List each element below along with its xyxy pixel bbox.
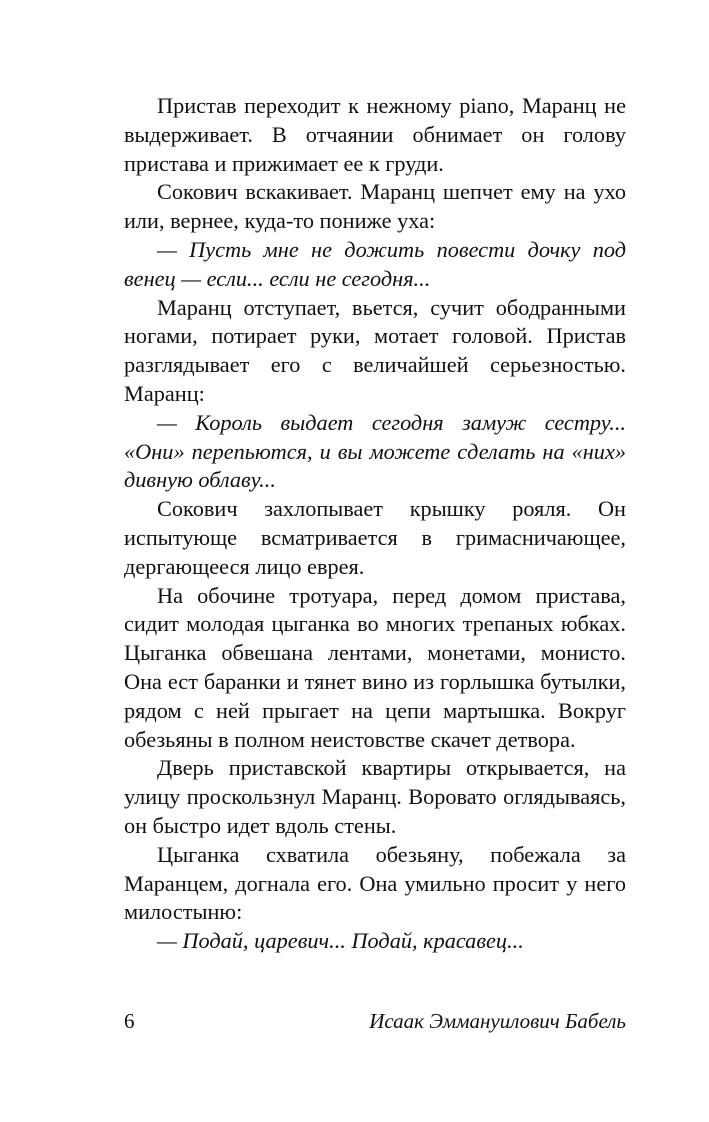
paragraph-2: Сокович вскакивает. Маранц шепчет ему на ухо или, вернее, куда-то пониже уха: [124,179,626,234]
dialogue-line-2: — Король выдает сегодня замуж сестру... «Они» перепьются, и вы можете сделать на «них» дивную облаву... [124,409,626,493]
page-text [124,92,626,956]
paragraph-7: Цыганка схватила обезьяну, побежала за Маранцем, догнала его. Она умильно просит у него милостыню: [124,841,626,925]
paragraph-6: Дверь приставской квартиры открывается, на улицу проскользнул Маранц. Воровато оглядываясь, он быстро идет вдоль стены. [124,755,626,838]
dialogue-line-1: — Пусть мне не дожить повести дочку под венец — если... если не сегодня... [124,236,626,291]
running-head: Исаак Эммануилович Бабель [369,1009,626,1033]
paragraph-1: Пристав переходит к нежному piano, Маранц не выдерживает. В отчаянии обнимает он голову пристава и прижимает ее к груди. [124,93,626,176]
dialogue-line-3: — Подай, царевич... Подай, красавец... [157,928,524,954]
paragraph-3: Маранц отступает, вьется, сучит ободранными ногами, потирает руки, мотает головой. Пристав разглядывает его с величайшей серьезностью. Маранц: [124,294,626,406]
paragraph-4: Сокович захлопывает крышку рояля. Он испытующе всматривается в гримасничающее, дергающееся лицо еврея. [124,496,626,579]
page-number: 6 [124,1009,135,1033]
page-footer [124,1007,626,1035]
paragraph-5: На обочине тротуара, перед домом пристава, сидит молодая цыганка во многих трепаных юбках. Цыганка обвешана лентами, монетами, монисто. Она ест баранки и тянет вино из горлышка бутылки, рядом с ней прыгает на цепи мартышка. Вокруг обезьяны в полном неистовстве скачет детвора. [124,582,626,752]
